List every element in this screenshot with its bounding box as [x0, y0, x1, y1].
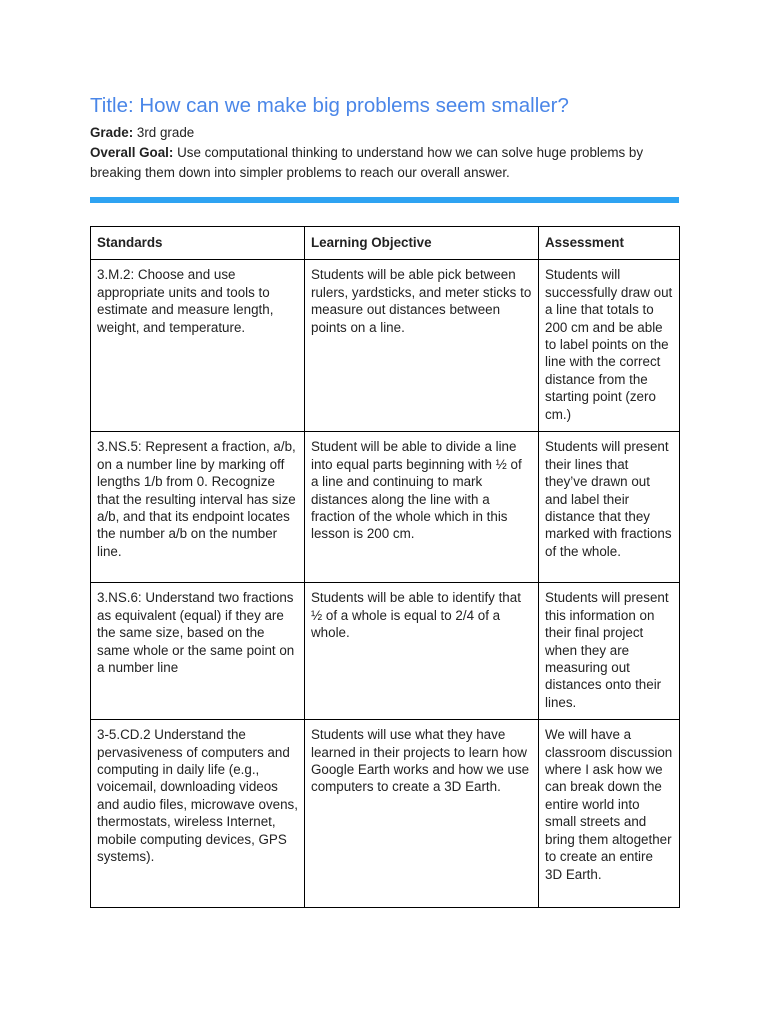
table-row [91, 720, 680, 908]
document-page [90, 92, 679, 882]
lesson-table [90, 226, 680, 908]
goal-value: Use computational thinking to understand how we can solve huge problems by breaking them down into simpler problems to reach our overall answer. [90, 145, 644, 180]
standard-cell: 3.M.2: Choose and use appropriate units and tools to estimate and measure length, weight, and temperature. [91, 260, 305, 432]
grade-line [90, 123, 679, 143]
table-row [91, 583, 680, 720]
objective-cell: Students will use what they have learned in their projects to learn how Google Earth works and how we use computers to create a 3D Earth. [305, 720, 539, 908]
assessment-cell: Students will present their lines that they’ve drawn out and label their distance that they marked with fractions of the whole. [539, 432, 680, 583]
objective-cell: Students will be able to identify that ½ of a whole is equal to 2/4 of a whole. [305, 583, 539, 720]
assessment-cell: Students will successfully draw out a line that totals to 200 cm and be able to label points on the line with the correct distance from the starting point (zero cm.) [539, 260, 680, 432]
grade-label: Grade: [90, 125, 134, 140]
column-header-assessment: Assessment [539, 227, 680, 260]
column-header-standards: Standards [91, 227, 305, 260]
section-divider [90, 197, 679, 203]
column-header-learning-objective: Learning Objective [305, 227, 539, 260]
table-header-row [91, 227, 680, 260]
table-row [91, 432, 680, 583]
goal-label: Overall Goal: [90, 145, 174, 160]
grade-value: 3rd grade [133, 125, 195, 140]
assessment-cell: We will have a classroom discussion where I ask how we can break down the entire world into small streets and bring them altogether to create an entire 3D Earth. [539, 720, 680, 908]
standard-cell: 3.NS.6: Understand two fractions as equivalent (equal) if they are the same size, based on the same whole or the same point on a number line [91, 583, 305, 720]
standard-cell: 3-5.CD.2 Understand the pervasiveness of computers and computing in daily life (e.g., voicemail, downloading videos and audio files, microwave ovens, thermostats, wireless Internet, mobile computing devices, GPS systems). [91, 720, 305, 908]
objective-cell: Student will be able to divide a line into equal parts beginning with ½ of a line and continuing to mark distances along the line with a fraction of the whole which in this lesson is 200 cm. [305, 432, 539, 583]
assessment-cell: Students will present this information on their final project when they are measuring out distances onto their lines. [539, 583, 680, 720]
page-title: Title: How can we make big problems seem smaller? [90, 94, 569, 117]
objective-cell: Students will be able pick between rulers, yardsticks, and meter sticks to measure out distances between points on a line. [305, 260, 539, 432]
standard-cell: 3.NS.5: Represent a fraction, a/b, on a number line by marking off lengths 1/b from 0. Recognize that the resulting interval has size a/b, and that its endpoint locates the number a/b on the number line. [91, 432, 305, 583]
goal-line [90, 143, 679, 183]
table-row [91, 260, 680, 432]
